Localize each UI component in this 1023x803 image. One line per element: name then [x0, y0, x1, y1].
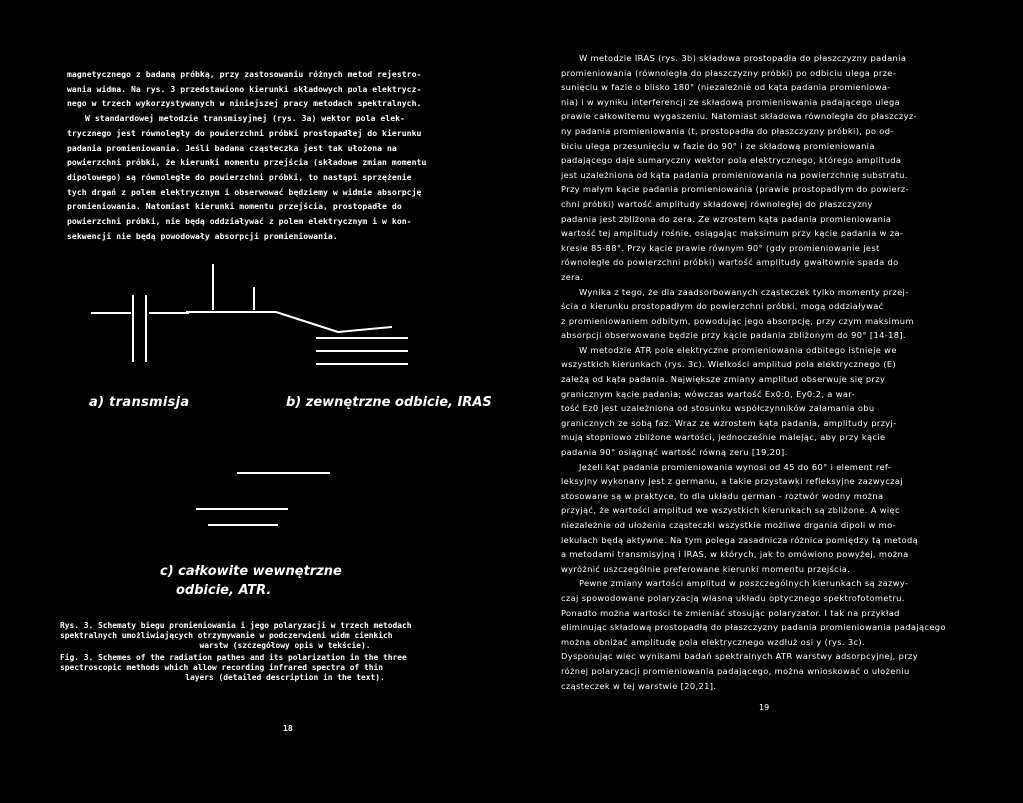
text-line: kresie 85-88°. Przy kącie prawie równym 90° (gdy promieniowanie jest: [561, 242, 880, 253]
caption-line: layers (detailed description in the text).: [185, 673, 385, 682]
right-body-text: [561, 51, 1021, 693]
text-line: Wynika z tego, że dla zaadsorbowanych cząsteczek tylko momenty przej-: [579, 286, 909, 297]
text-line: Pewne zmiany wartości amplitud w poszczególnych kierunkach są zazwy-: [579, 578, 909, 589]
caption-line: Rys. 3. Schematy biegu promieniowania i jego polaryzacji w trzech metodach: [60, 621, 412, 630]
text-line: wania widma. Na rys. 3 przedstawiono kierunki składowych pola elektrycz-: [67, 83, 422, 94]
text-line: magnetycznego z badaną próbką, przy zastosowaniu różnych metod rejestro-: [67, 69, 422, 79]
page-number-left: 18: [283, 724, 293, 733]
text-line: różnej polaryzacji promieniowania padającego, można wnioskować o ułożeniu: [561, 665, 910, 676]
text-line: W metodzie IRAS (rys. 3b) składowa prostopadła do płaszczyzny padania: [579, 53, 907, 63]
text-line: prawie całkowitemu wygaszeniu. Natomiast składowa równoległa do płaszczyz-: [561, 111, 917, 122]
text-line: Ponadto można wartości te zmieniać stosując polaryzator. I tak na przykład: [561, 607, 900, 618]
text-line: leksyjny wykonany jest z germanu, a takie przystawki refleksyjne zazwyczaj: [561, 476, 903, 487]
caption-line: spektralnych umożliwiających otrzymywanie w podczerwieni widm cienkich: [60, 631, 393, 640]
text-line: niezależnie od ułożenia cząsteczki wszystkie możliwe drgania dipoli w mo-: [561, 520, 897, 530]
figure-label-c2: odbicie, ATR.: [176, 583, 272, 598]
text-line: można obniżać amplitudę pola elektrycznego wzdłuż osi y (rys. 3c).: [561, 636, 865, 647]
text-line: biciu ulega przesunięciu w fazie do 90° i ze składową promieniowania: [561, 140, 875, 151]
text-line: równoległe do powierzchni próbki) wartość amplitudy gwałtownie spada do: [561, 257, 899, 268]
text-line: promieniowania (równoległa do płaszczyzny próbki) po odbiciu ulega prze-: [561, 67, 897, 78]
figure-caption-english: [60, 653, 510, 683]
text-line: padania promieniowania. Jeśli badana cząsteczka jest tak ułożona na: [67, 142, 397, 153]
text-line: mują stopniowo zbliżone wartości, jednocześnie malejąc, aby przy kącie: [561, 432, 886, 443]
text-line: przyjąć, że wartości amplitud we wszystkich kierunkach są zbliżone. A więc: [561, 505, 900, 516]
text-line: Dysponując więc wynikami badań spektralnych ATR warstwy adsorpcyjnej, przy: [561, 651, 918, 662]
text-line: powierzchni próbki, że kierunki momentu przejścia (składowe zmian momentu: [67, 157, 427, 168]
fig-b-diagonal-1: [276, 312, 338, 332]
text-line: sunięciu w fazie o blisko 180° (niezależnie od kąta padania promieniowa-: [561, 82, 891, 93]
text-line: ścia o kierunku prostopadłym do powierzchni próbki, mogą oddziaływać: [561, 301, 884, 312]
text-line: Przy małym kącie padania promieniowania (prawie prostopadłym do powierz-: [561, 184, 909, 195]
caption-line: warstw (szczegółowy opis w tekście).: [199, 641, 371, 650]
figure-label-b: b) zewnętrzne odbicie, IRAS: [286, 395, 492, 410]
text-line: z promieniowaniem odbitym, powodując jego absorpcję, przy czym maksimum: [561, 315, 914, 326]
text-line: padania 90° osiągnąć wartość równą zeru [19,20].: [561, 447, 788, 458]
figure-label-c1: c) całkowite wewnętrzne: [160, 564, 342, 579]
text-line: ny padania promieniowania (t, prostopadła do płaszczyzny próbki), po od-: [561, 125, 894, 136]
text-line: czaj spowodowane polaryzacją własną układu optycznego spektrofotometru.: [561, 592, 905, 603]
text-line: dipolowego) są równoległe do powierzchni próbki, to nastąpi sprzężenie: [67, 171, 412, 182]
text-line: promieniowania. Natomiast kierunki momentu przejścia, prostopadłe do: [67, 201, 402, 212]
text-line: a metodami transmisyjną i IRAS, w których, jak to omówiono powyżej, można: [561, 549, 909, 560]
text-line: wyróżnić uszczególnie preferowane kierunki momentu przejścia.: [561, 563, 851, 574]
text-line: wszystkich kierunkach (rys. 3c). Wielkości amplitud pola elektrycznego (E): [561, 359, 897, 370]
caption-line: Fig. 3. Schemes of the radiation pathes and its polarization in the three: [60, 653, 407, 662]
text-line: zależą od kąta padania. Największe zmiany amplitud obserwuje się przy: [561, 374, 886, 385]
text-line: W standardowej metodzie transmisyjnej (rys. 3a) wektor pola elek-: [85, 113, 405, 124]
left-page: [0, 0, 511, 803]
text-line: sekwencji nie będą powodowały absorpcji promieniowania.: [67, 230, 338, 241]
figure-label-a: a) transmisja: [89, 395, 190, 410]
text-line: nia) i w wyniku interferencji ze składową promieniowania padającego ulega: [561, 96, 901, 107]
text-line: cząsteczek w tej warstwie [20,21].: [561, 680, 717, 691]
text-line: wartość tej amplitudy rośnie, osiągając maksimum przy kącie padania w za-: [561, 228, 904, 239]
text-line: nego w trzech wykorzystywanych w niniejszej pracy metodach spektralnych.: [67, 98, 422, 109]
fig-b-diagonal-2: [338, 327, 392, 332]
text-line: tych drgań z polem elektrycznym i obserwować będziemy w widmie absorpcję: [67, 186, 422, 197]
text-line: stosowane są w praktyce, to dla układu german - roztwór wodny można: [561, 490, 884, 501]
text-line: absorpcji obserwowane będzie przy kącie padania zbliżonym do 90° [14-18].: [561, 330, 906, 341]
text-line: padającego daje sumaryczny wektor pola elektrycznego, którego amplituda: [561, 155, 902, 166]
text-line: padania jest zbliżona do zera. Ze wzrostem kąta padania promieniowania: [561, 213, 892, 224]
page-number-right: 19: [759, 703, 770, 712]
text-line: eliminując składową prostopadłą do płaszczyzny padania promieniowania padającego: [561, 622, 946, 633]
text-line: granicznym kącie padania; wówczas wartość Ex0:0, Ey0:2, a war-: [561, 388, 855, 399]
text-line: W metodzie ATR pole elektryczne promieniowania odbitego istnieje we: [579, 344, 897, 355]
text-line: Jeżeli kąt padania promieniowania wynosi od 45 do 60° i element ref-: [579, 461, 892, 472]
caption-line: spectroscopic methods which allow recording infrared spectra of thin: [60, 663, 384, 672]
text-line: trycznego jest równoległy do powierzchni próbki prostopadłej do kierunku: [67, 127, 422, 138]
text-line: granicznych ze sobą faz. Wraz ze wzrostem kąta padania, amplitudy przyj-: [561, 417, 897, 428]
text-line: zera.: [561, 271, 584, 282]
figure-caption-polish: [60, 621, 510, 651]
right-page: [511, 0, 1023, 803]
text-line: jest uzależniona od kąta padania promieniowania na powierzchnię substratu.: [561, 169, 908, 180]
text-line: tość Ez0 jest uzależniona od stosunku współczynników załamania obu: [561, 403, 875, 414]
text-line: powierzchni próbki, nie będą oddziaływać z polem elektrycznym i w kon-: [67, 216, 412, 227]
text-line: chni próbki) wartość amplitudy składowej równoległej do płaszczyzny: [561, 198, 873, 209]
text-line: lekułach będą aktywne. Na tym polega zasadnicza różnica pomiędzy tą metodą: [561, 534, 919, 545]
